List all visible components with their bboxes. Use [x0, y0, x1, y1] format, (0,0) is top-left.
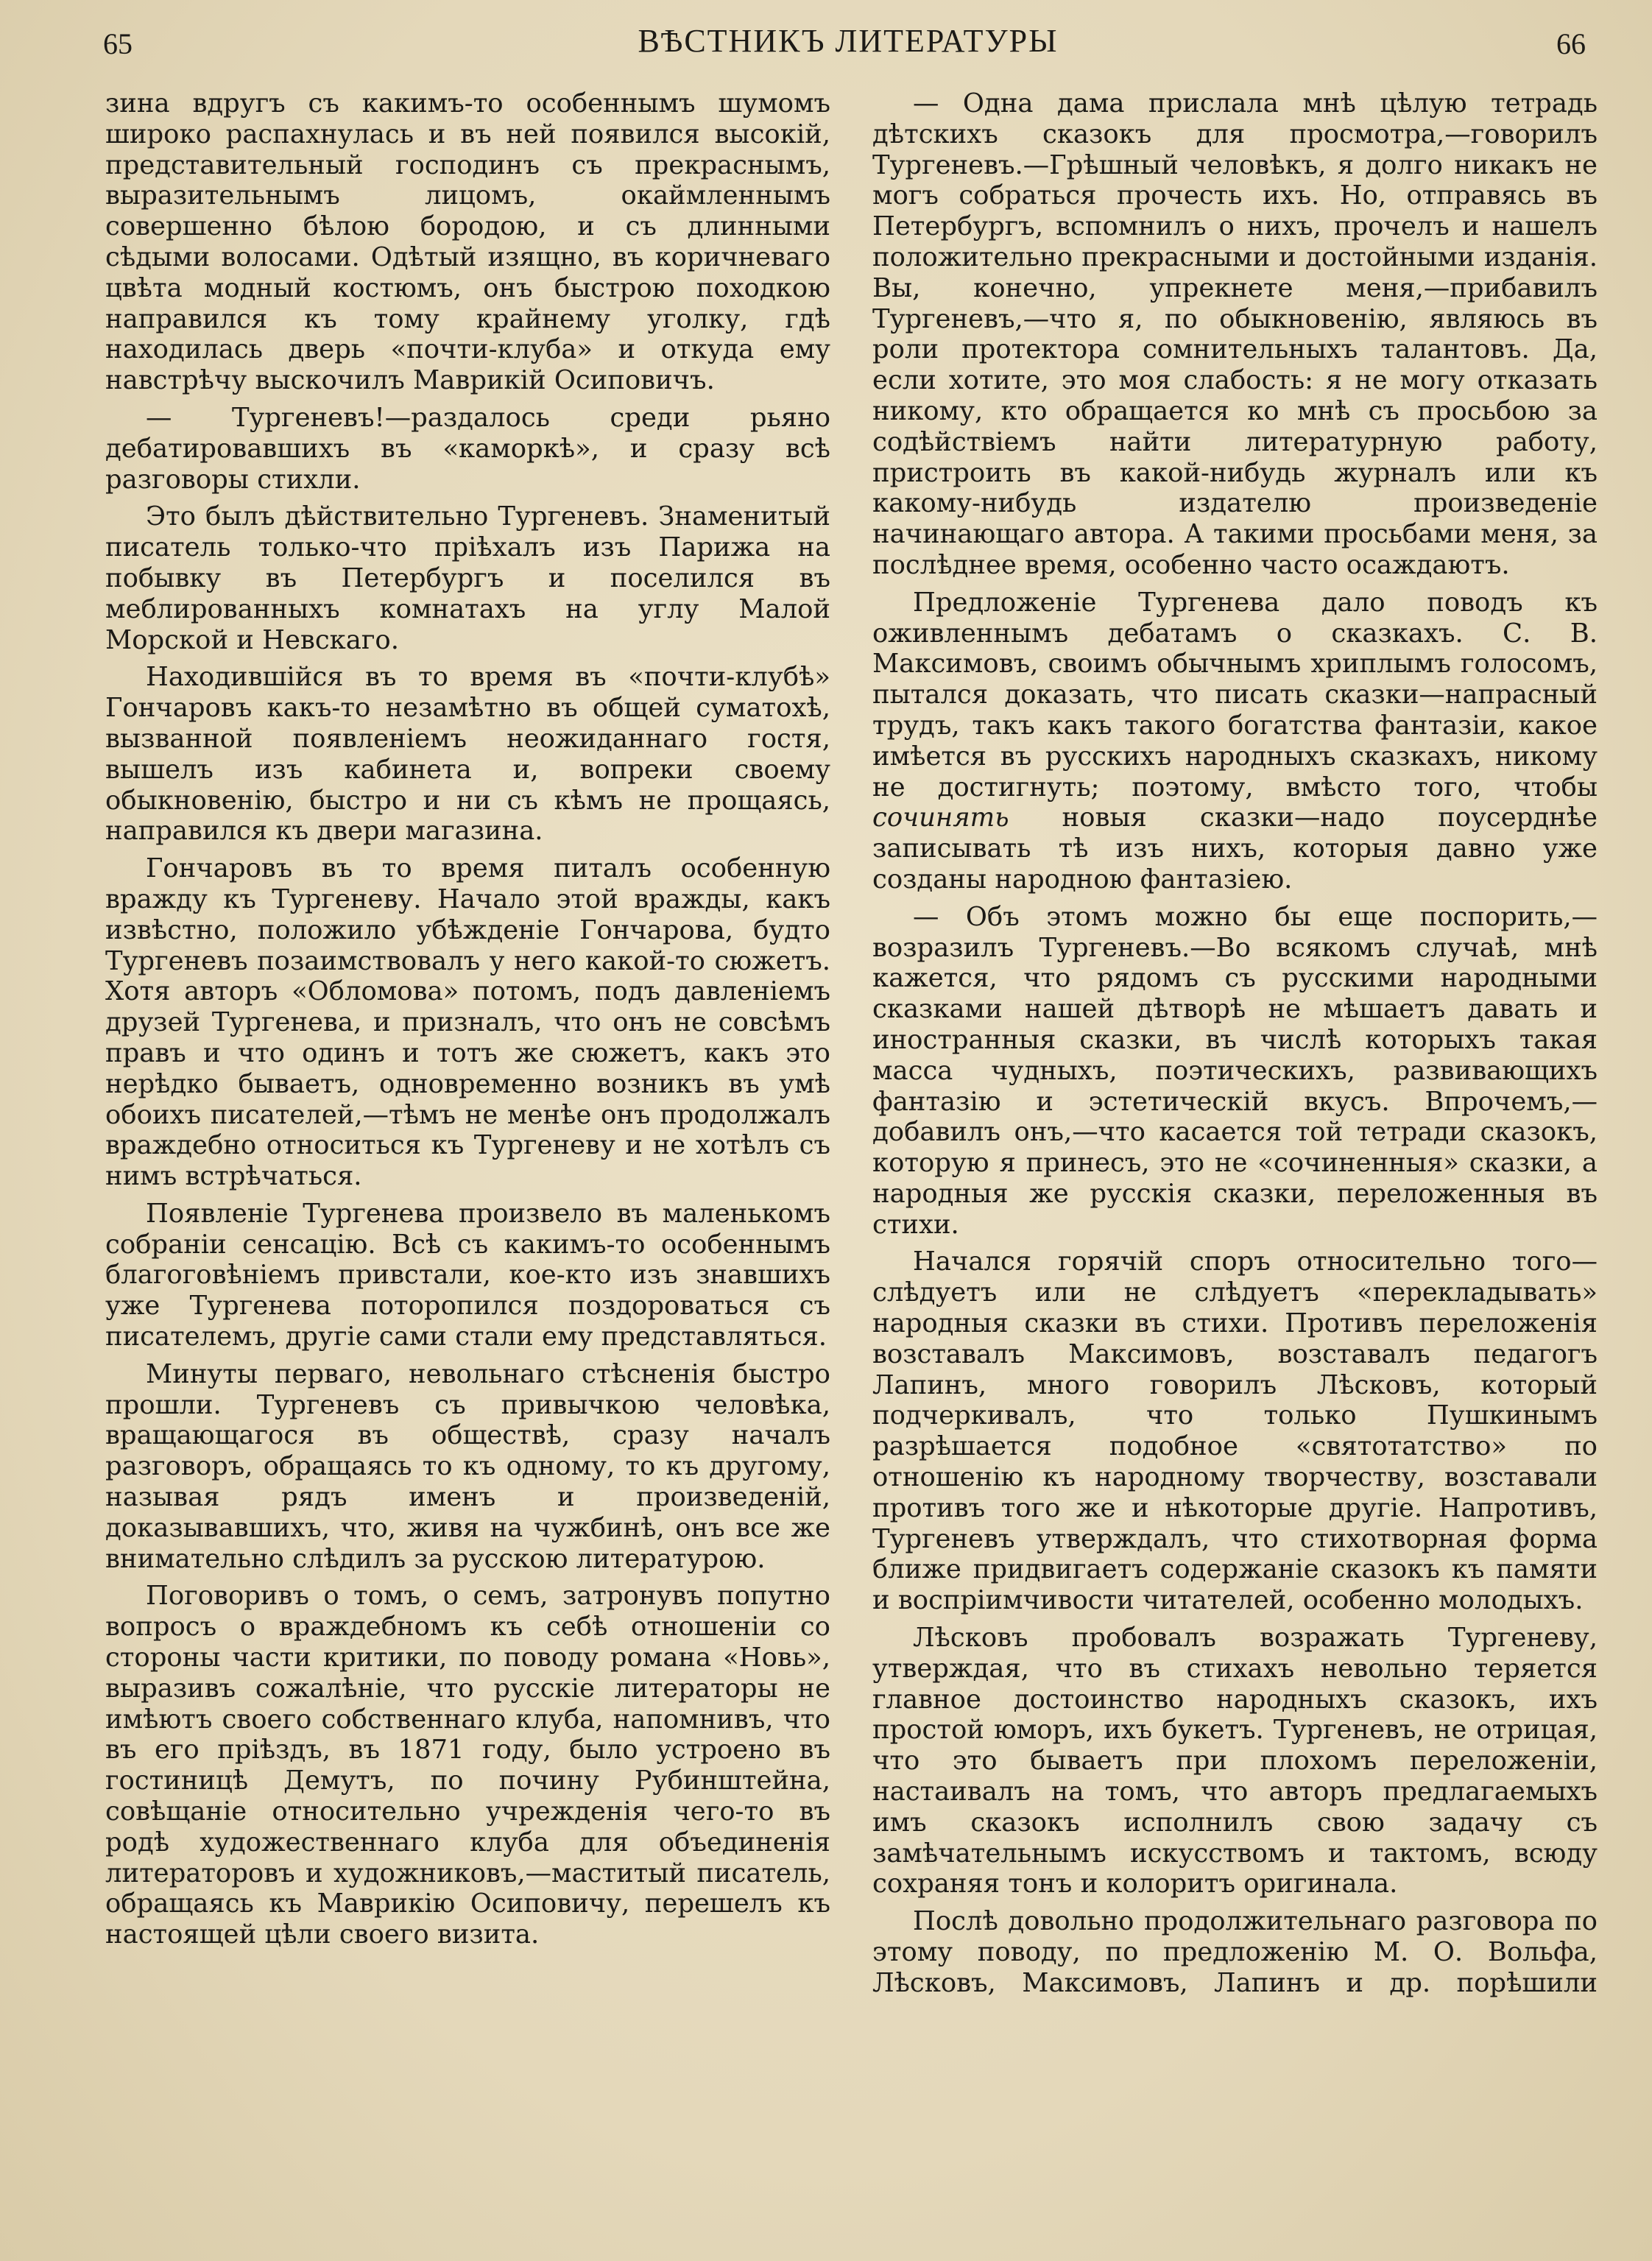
right-column: [872, 88, 1598, 1999]
running-head: [96, 22, 1600, 66]
paragraph: Минуты перваго, невольнаго стѣсненія быстро прошли. Тургеневъ съ привычкою человѣка, вращающагося въ обществѣ, сразу началъ разговоръ, обращаясь то къ одному, то къ другому, называя рядъ именъ и произведеній, доказывавшихъ, что, живя на чужбинѣ, онъ все же внимательно слѣдилъ за русскою литературою.: [105, 1358, 830, 1574]
paragraph: Лѣсковъ пробовалъ возражать Тургеневу, утверждая, что въ стихахъ невольно теряется главное достоинство народныхъ сказокъ, ихъ простой юморъ, ихъ букетъ. Тургеневъ, не отрицая, что это бываетъ при плохомъ переложеніи, настаивалъ на томъ, что авторъ предлагаемыхъ имъ сказокъ исполнилъ свою задачу съ замѣчательнымъ искусствомъ и тактомъ, всюду сохраняя тонъ и колоритъ оригинала.: [872, 1623, 1598, 1900]
paragraph: Начался горячій споръ относительно того—слѣдуетъ или не слѣдуетъ «перекладывать» народныя сказки въ стихи. Противъ переложенія возставалъ Максимовъ, возставалъ педагогъ Лапинъ, много говорилъ Лѣсковъ, который подчеркивалъ, что только Пушкинымъ разрѣшается подобное «святотатство» по отношенію къ народному творчеству, возставали противъ того же и нѣкоторые другіе. Напротивъ, Тургеневъ утверждалъ, что стихотворная форма ближе придвигаетъ содержаніе сказокъ къ памяти и воспріимчивости читателей, особенно молодыхъ.: [872, 1246, 1598, 1616]
paragraph: Гончаровъ въ то время питалъ особенную вражду къ Тургеневу. Начало этой вражды, какъ извѣстно, положило убѣжденіе Гончарова, будто Тургеневъ позаимствовалъ у него какой-то сюжетъ. Хотя авторъ «Обломова» потомъ, подъ давленіемъ друзей Тургенева, и призналъ, что онъ не совсѣмъ правъ и что одинъ и тотъ же сюжетъ, какъ это нерѣдко бываетъ, одновременно возникъ въ умѣ обоихъ писателей,—тѣмъ не менѣе онъ продолжалъ враждебно относиться къ Тургеневу и не хотѣлъ съ нимъ встрѣчаться.: [105, 853, 830, 1192]
page-number-left: 65: [103, 27, 133, 60]
paragraph-text: Предложеніе Тургенева дало поводъ къ оживленнымъ дебатамъ о сказкахъ. С. В. Максимовъ, своимъ обычнымъ хриплымъ голосомъ, пытался доказать, что писать сказки—напрасный трудъ, такъ какъ такого богатства фантазіи, какое имѣется въ русскихъ народныхъ сказкахъ, никому не достигнуть; поэтому, вмѣсто того, чтобы: [872, 587, 1598, 803]
paragraph: — Одна дама прислала мнѣ цѣлую тетрадь дѣтскихъ сказокъ для просмотра,—говорилъ Тургеневъ.—Грѣшный человѣкъ, я долго никакъ не могъ собраться прочесть ихъ. Но, отправясь въ Петербургъ, вспомнилъ о нихъ, прочелъ и нашелъ положительно прекрасными и достойными изданія. Вы, конечно, упрекнете меня,—прибавилъ Тургеневъ,—что я, по обыкновенію, являюсь въ роли протектора сомнительныхъ талантовъ. Да, если хотите, это моя слабость: я не могу отказать никому, кто обращается ко мнѣ съ просьбою за содѣйствіемъ найти литературную работу, пристроить въ какой-нибудь журналъ или къ какому-нибудь издателю произведеніе начинающаго автора. А такими просьбами меня, за послѣднее время, особенно часто осаждаютъ.: [872, 88, 1598, 580]
paragraph: Появленіе Тургенева произвело въ маленькомъ собраніи сенсацію. Всѣ съ какимъ-то особеннымъ благоговѣніемъ привстали, кое-кто изъ знавшихъ уже Тургенева поторопился поздороваться съ писателемъ, другіе сами стали ему представляться.: [105, 1198, 830, 1352]
page-number-right: 66: [1556, 27, 1586, 60]
paragraph: Поговоривъ о томъ, о семъ, затронувъ попутно вопросъ о враждебномъ къ себѣ отношеніи со стороны части критики, по поводу романа «Новь», выразивъ сожалѣніе, что русскіе литераторы не имѣютъ своего собственнаго клуба, напомнивъ, что въ его пріѣздъ, въ 1871 году, было устроено въ гостиницѣ Демутъ, по почину Рубинштейна, совѣщаніе относительно учрежденія чего-то въ родѣ художественнаго клуба для объединенія литераторовъ и художниковъ,—маститый писатель, обращаясь къ Маврикію Осиповичу, перешелъ къ настоящей цѣли своего визита.: [105, 1581, 830, 1950]
paragraph-text-continued: новыя сказки—надо поусерднѣе записывать тѣ изъ нихъ, которыя давно уже созданы народною фантазіею.: [872, 803, 1598, 895]
paragraph: — Тургеневъ!—раздалось среди рьяно дебатировавшихъ въ «каморкѣ», и сразу всѣ разговоры стихли.: [105, 402, 830, 495]
paragraph-with-emphasis: [872, 588, 1598, 895]
paragraph: зина вдругъ съ какимъ-то особеннымъ шумомъ широко распахнулась и въ ней появился высокій, представительный господинъ съ прекраснымъ, выразительнымъ лицомъ, окаймленнымъ совершенно бѣлою бородою, и съ длинными сѣдыми волосами. Одѣтый изящно, въ коричневаго цвѣта модный костюмъ, онъ быстрою походкою направился къ тому крайнему уголку, гдѣ находилась дверь «почти-клуба» и откуда ему навстрѣчу выскочилъ Маврикій Осиповичъ.: [105, 88, 830, 396]
paragraph: Послѣ довольно продолжительнаго разговора по этому поводу, по предложенію М. О. Вольфа, Лѣсковъ, Максимовъ, Лапинъ и др. порѣшили: [872, 1906, 1598, 1998]
journal-title: ВѢСТНИКЪ ЛИТЕРАТУРЫ: [638, 23, 1059, 59]
emphasized-word: сочинять: [872, 803, 1009, 833]
left-column: [105, 88, 830, 1950]
paragraph: — Объ этомъ можно бы еще поспорить,—возразилъ Тургеневъ.—Во всякомъ случаѣ, мнѣ кажется, что рядомъ съ русскими народными сказками нашей дѣтворѣ не мѣшаетъ давать и иностранныя сказки, въ числѣ которыхъ такая масса чудныхъ, поэтическихъ, развивающихъ фантазію и эстетическій вкусъ. Впрочемъ,—добавилъ онъ,—что касается той тетради сказокъ, которую я принесъ, это не «сочиненныя» сказки, а народныя же русскія сказки, переложенныя въ стихи.: [872, 901, 1598, 1240]
paragraph: Находившійся въ то время въ «почти-клубѣ» Гончаровъ какъ-то незамѣтно въ общей суматохѣ, вызванной появленіемъ неожиданнаго гостя, вышелъ изъ кабинета и, вопреки своему обыкновенію, быстро и ни съ кѣмъ не прощаясь, направился къ двери магазина.: [105, 662, 830, 847]
paragraph: Это былъ дѣйствительно Тургеневъ. Знаменитый писатель только-что пріѣхалъ изъ Парижа на побывку въ Петербургъ и поселился въ меблированныхъ комнатахъ на углу Малой Морской и Невскаго.: [105, 501, 830, 655]
